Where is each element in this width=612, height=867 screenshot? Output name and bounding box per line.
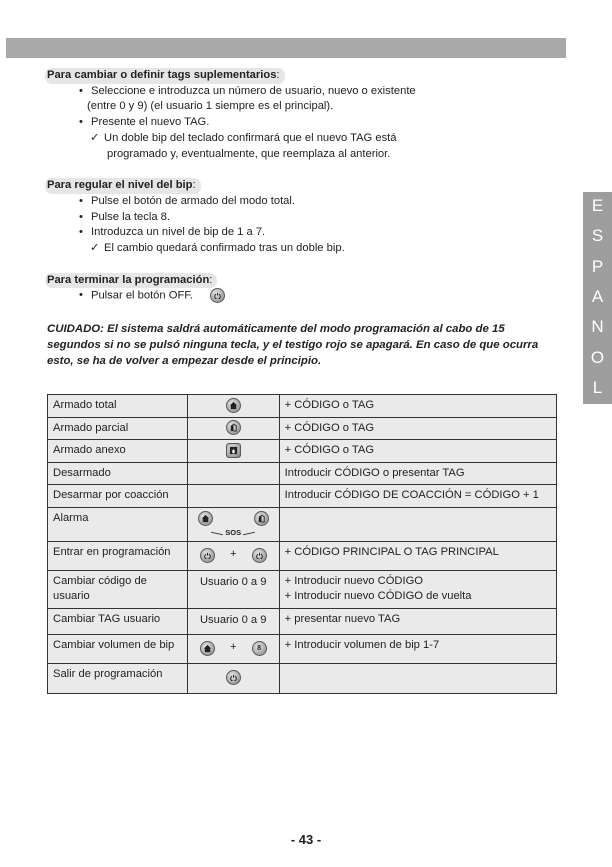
side-tab-letter: E bbox=[591, 196, 604, 215]
header-bar bbox=[6, 38, 566, 58]
side-tab-letter: L bbox=[592, 377, 603, 397]
table-row bbox=[48, 541, 557, 570]
page-number: - 43 - bbox=[290, 832, 322, 847]
section-beep-level bbox=[47, 178, 557, 257]
language-side-tab bbox=[583, 192, 612, 404]
action-cell: Armado parcial bbox=[48, 417, 188, 440]
check-note: ✓ Un doble bip del teclado confirmará que el nuevo TAG está programado y, eventualmente, que reemplaza al anterior. bbox=[47, 131, 557, 162]
result-cell: + presentar nuevo TAG bbox=[279, 608, 556, 634]
key-cell bbox=[187, 663, 279, 693]
action-cell: Alarma bbox=[48, 507, 188, 541]
table-row bbox=[48, 395, 557, 418]
partial-arm-icon bbox=[226, 420, 241, 435]
off-key-icon bbox=[226, 670, 241, 685]
full-arm-icon bbox=[200, 641, 215, 656]
key-cell bbox=[187, 541, 279, 570]
bullet-item: • Seleccione e introduzca un número de usuario, nuevo o existente bbox=[79, 84, 557, 100]
section-heading: Para regular el nivel del bip: bbox=[45, 178, 201, 194]
action-cell: Salir de programación bbox=[48, 663, 188, 693]
table-row bbox=[48, 570, 557, 608]
result-cell bbox=[279, 663, 556, 693]
off-key-icon bbox=[200, 548, 215, 563]
action-cell: Cambiar TAG usuario bbox=[48, 608, 188, 634]
result-cell: Introducir CÓDIGO o presentar TAG bbox=[279, 462, 556, 485]
table-row bbox=[48, 485, 557, 508]
side-tab-letter: A bbox=[591, 286, 604, 306]
result-cell: + CÓDIGO PRINCIPAL O TAG PRINCIPAL bbox=[279, 541, 556, 570]
key-cell bbox=[187, 395, 279, 418]
table-row bbox=[48, 663, 557, 693]
table-row bbox=[48, 417, 557, 440]
plus-sign: + bbox=[229, 641, 237, 654]
warning-text: CUIDADO: El sistema saldrá automáticamente del modo programación al cabo de 15 segundos si no se pulsó ninguna tecla, y el testigo rojo se apagará. En caso de que ocurra esto, se ha de volver a empezar desde el principio. bbox=[47, 322, 539, 367]
table-row bbox=[48, 440, 557, 463]
instructions bbox=[47, 68, 557, 369]
bullet-item: • Pulse la tecla 8. bbox=[79, 210, 557, 226]
bullet-item: • Introduzca un nivel de bip de 1 a 7. bbox=[79, 225, 557, 241]
check-note: ✓ El cambio quedará confirmado tras un doble bip. bbox=[47, 241, 557, 257]
action-cell: Cambiar código de usuario bbox=[48, 570, 188, 608]
action-cell: Armado total bbox=[48, 395, 188, 418]
action-cell: Desarmar por coacción bbox=[48, 485, 188, 508]
bullet-continuation: (entre 0 y 9) (el usuario 1 siempre es el principal). bbox=[87, 100, 334, 113]
action-cell: Desarmado bbox=[48, 462, 188, 485]
table-row bbox=[48, 507, 557, 541]
side-tab-letter: P bbox=[591, 256, 604, 276]
full-arm-icon bbox=[226, 398, 241, 413]
bullet-item: • Pulsar el botón OFF. bbox=[79, 288, 557, 304]
section-heading: Para cambiar o definir tags suplementarios: bbox=[45, 68, 285, 84]
section-extra-tags bbox=[47, 68, 557, 162]
side-tab-letter: N bbox=[591, 317, 604, 337]
table-row bbox=[48, 462, 557, 485]
full-arm-icon bbox=[198, 511, 213, 526]
off-key-icon bbox=[252, 548, 267, 563]
section-end-programming bbox=[47, 273, 557, 305]
key-cell bbox=[187, 417, 279, 440]
action-cell: Armado anexo bbox=[48, 440, 188, 463]
digit-8-key-icon: 8 bbox=[252, 641, 267, 656]
partial-arm-icon bbox=[254, 511, 269, 526]
result-cell: Introducir CÓDIGO DE COACCIÓN = CÓDIGO + 1 bbox=[279, 485, 556, 508]
table-row bbox=[48, 608, 557, 634]
off-key-icon bbox=[210, 288, 225, 303]
annex-arm-icon bbox=[226, 443, 241, 458]
commands-table bbox=[47, 394, 557, 694]
key-cell bbox=[187, 507, 279, 541]
key-cell: Usuario 0 a 9 bbox=[187, 570, 279, 608]
result-cell: + Introducir volumen de bip 1-7 bbox=[279, 634, 556, 663]
bullet-item: • Pulse el botón de armado del modo total. bbox=[79, 194, 557, 210]
key-cell bbox=[187, 440, 279, 463]
result-cell: + Introducir nuevo CÓDIGO + Introducir nuevo CÓDIGO de vuelta bbox=[279, 570, 556, 608]
key-cell: Usuario 0 a 9 bbox=[187, 608, 279, 634]
alarm-key-combo bbox=[190, 511, 277, 537]
section-heading: Para terminar la programación: bbox=[45, 273, 217, 289]
bullet-item: • Presente el nuevo TAG. bbox=[79, 115, 557, 131]
plus-sign: + bbox=[229, 548, 237, 561]
sos-label: SOS bbox=[190, 525, 277, 541]
table-row bbox=[48, 634, 557, 663]
key-cell bbox=[187, 634, 279, 663]
key-cell bbox=[187, 462, 279, 485]
side-tab-letter: S bbox=[591, 226, 604, 246]
result-cell: + CÓDIGO o TAG bbox=[279, 417, 556, 440]
action-cell: Cambiar volumen de bip bbox=[48, 634, 188, 663]
result-cell bbox=[279, 507, 556, 541]
side-tab-letter: O bbox=[590, 347, 605, 367]
key-cell bbox=[187, 485, 279, 508]
action-cell: Entrar en programación bbox=[48, 541, 188, 570]
result-cell: + CÓDIGO o TAG bbox=[279, 440, 556, 463]
result-cell: + CÓDIGO o TAG bbox=[279, 395, 556, 418]
